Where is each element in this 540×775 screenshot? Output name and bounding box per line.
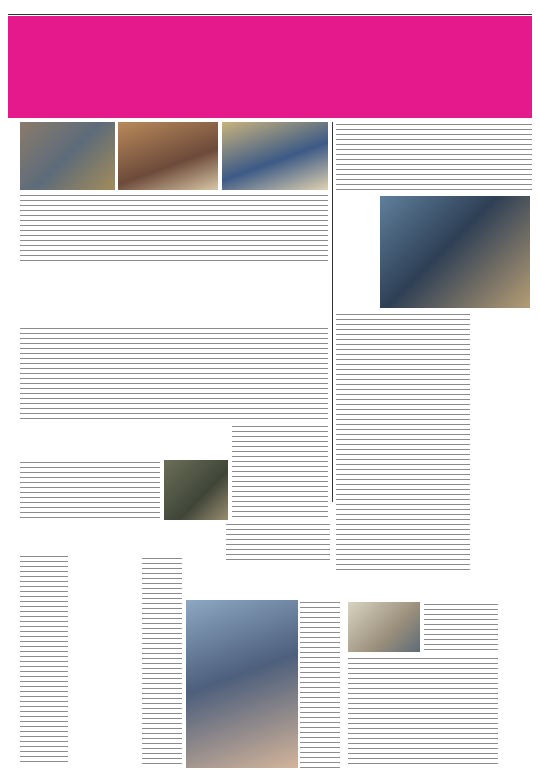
russia-body — [20, 460, 160, 520]
eu-body — [20, 326, 328, 422]
decouple-body — [142, 556, 182, 766]
covid-body-continued — [348, 656, 498, 766]
lead-story-banner — [8, 16, 532, 118]
morocco-headline — [498, 312, 532, 562]
lead-photo-2 — [118, 122, 218, 190]
hk-body — [300, 600, 340, 768]
morocco-body — [336, 312, 470, 574]
lead-photo-3 — [222, 122, 328, 190]
jiangxi-body — [20, 554, 68, 766]
column-divider — [332, 122, 333, 502]
hk-lead-text — [226, 522, 330, 562]
covid-photo — [348, 602, 420, 652]
russia-body-continued — [232, 424, 328, 520]
russia-photo — [164, 460, 228, 520]
decouple-headline — [78, 556, 138, 766]
lead-photo-1 — [20, 122, 115, 190]
morocco-subhead — [474, 312, 496, 562]
covid-body — [424, 602, 498, 652]
hk-photo — [186, 600, 298, 768]
crash-headline — [504, 640, 532, 766]
page-header-bar — [8, 3, 532, 15]
morocco-photo — [380, 196, 530, 308]
lead-story-body — [20, 193, 328, 261]
lead-story-continued — [336, 122, 532, 192]
